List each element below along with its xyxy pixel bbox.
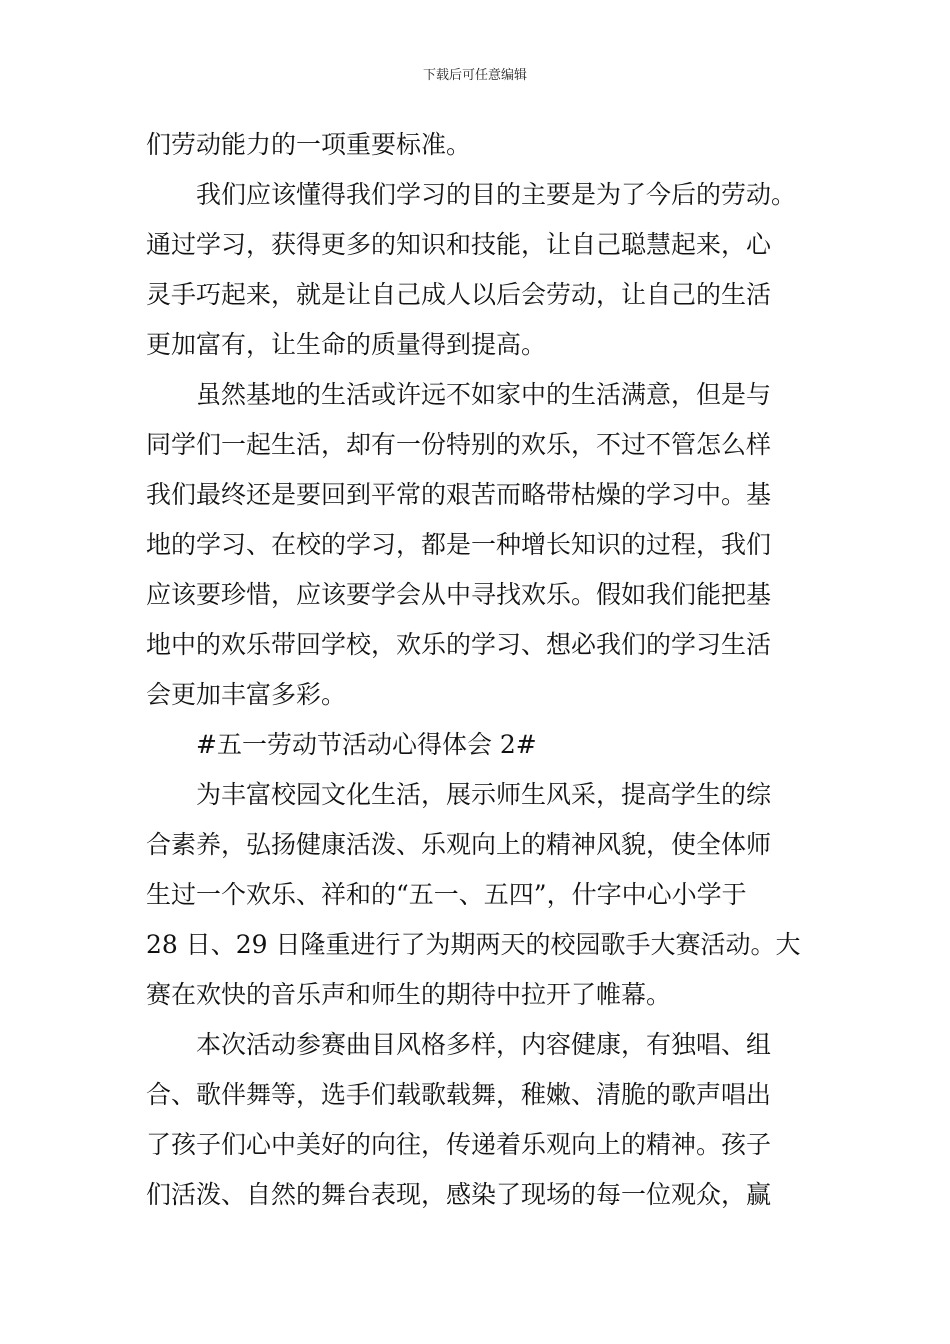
text-line: 生过一个欢乐、祥和的“五一、五四”，什字中心小学于 xyxy=(146,880,747,909)
document-body xyxy=(146,120,811,1220)
text-line: 合、歌伴舞等，选手们载歌载舞，稚嫩、清脆的歌声唱出 xyxy=(146,1080,772,1109)
text-line: 会更加丰富多彩。 xyxy=(146,680,347,709)
text-line: 通过学习，获得更多的知识和技能，让自己聪慧起来，心 xyxy=(146,230,772,259)
text-line: 赛在欢快的音乐声和师生的期待中拉开了帷幕。 xyxy=(146,980,672,1009)
text-line: 灵手巧起来，就是让自己成人以后会劳动，让自己的生活 xyxy=(146,280,772,309)
text-line: 们劳动能力的一项重要标准。 xyxy=(146,130,472,159)
text-line: 合素养，弘扬健康活泼、乐观向上的精神风貌，使全体师 xyxy=(146,830,772,859)
text-line: 地中的欢乐带回学校，欢乐的学习、想必我们的学习生活 xyxy=(146,630,772,659)
text-line: 本次活动参赛曲目风格多样，内容健康，有独唱、组 xyxy=(196,1030,772,1059)
text-line: 为丰富校园文化生活，展示师生风采，提高学生的综 xyxy=(196,780,772,809)
text-line: 了孩子们心中美好的向往，传递着乐观向上的精神。孩子 xyxy=(146,1130,772,1159)
text-line: 更加富有，让生命的质量得到提高。 xyxy=(146,330,547,359)
text-line: 应该要珍惜，应该要学会从中寻找欢乐。假如我们能把基 xyxy=(146,580,772,609)
text-line: 地的学习、在校的学习，都是一种增长知识的过程，我们 xyxy=(146,530,772,559)
section-heading: #五一劳动节活动心得体会 2# xyxy=(196,730,537,759)
text-line: 同学们一起生活，却有一份特别的欢乐，不过不管怎么样 xyxy=(146,430,772,459)
text-line: 我们应该懂得我们学习的目的主要是为了今后的劳动。 xyxy=(196,180,797,209)
text-line: 虽然基地的生活或许远不如家中的生活满意，但是与 xyxy=(196,380,772,409)
text-line: 我们最终还是要回到平常的艰苦而略带枯燥的学习中。基 xyxy=(146,480,772,509)
text-line: 28 日、29 日隆重进行了为期两天的校园歌手大赛活动。大 xyxy=(146,930,801,959)
page-header: 下载后可任意编辑 xyxy=(422,68,527,83)
text-line: 们活泼、自然的舞台表现，感染了现场的每一位观众，赢 xyxy=(146,1180,772,1209)
